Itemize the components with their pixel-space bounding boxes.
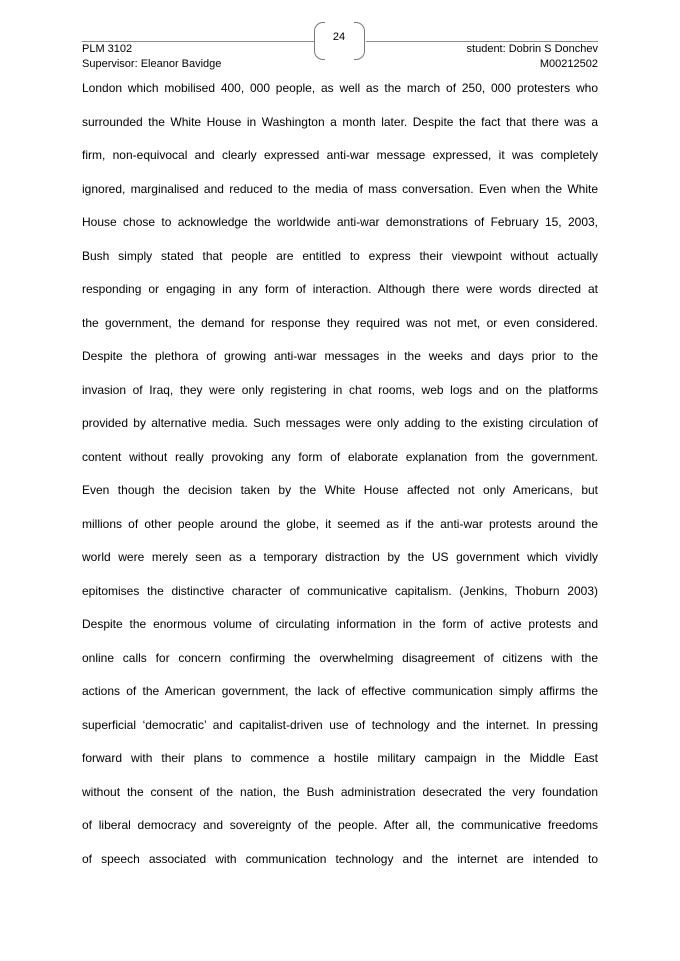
student-id: M00212502 bbox=[539, 58, 598, 70]
body-line: of liberal democracy and sovereignty of the people. After all, the communicative freedoms bbox=[82, 818, 598, 832]
page-number: 24 bbox=[332, 31, 346, 43]
body-line: Despite the enormous volume of circulating information in the form of active protests and bbox=[82, 617, 598, 631]
body-line: forward with their plans to commence a hostile military campaign in the Middle East bbox=[82, 751, 598, 765]
body-line: House chose to acknowledge the worldwide anti-war demonstrations of February 15, 2003, bbox=[82, 215, 598, 229]
body-line: Bush simply stated that people are entitled to express their viewpoint without actually bbox=[82, 248, 598, 263]
body-line: firm, non-equivocal and clearly expressed anti-war message expressed, it was completely bbox=[82, 148, 598, 162]
body-line: Despite the plethora of growing anti-war messages in the weeks and days prior to the bbox=[82, 349, 598, 363]
body-line: responding or engaging in any form of interaction. Although there were words directed at bbox=[82, 282, 598, 296]
body-line: epitomises the distinctive character of communicative capitalism. (Jenkins, Thoburn 2003) bbox=[82, 583, 598, 598]
body-line: ignored, marginalised and reduced to the media of mass conversation. Even when the White bbox=[82, 181, 598, 196]
body-line: Even though the decision taken by the White House affected not only Americans, but bbox=[82, 483, 598, 497]
body-line: London which mobilised 400, 000 people, as well as the march of 250, 000 protesters who bbox=[82, 81, 598, 95]
body-line: invasion of Iraq, they were only registering in chat rooms, web logs and on the platforms bbox=[82, 382, 598, 397]
body-line: world were merely seen as a temporary distraction by the US government which vividly bbox=[82, 550, 598, 564]
body-line: the government, the demand for response they required was not met, or even considered. bbox=[82, 315, 598, 330]
body-line: online calls for concern confirming the overwhelming disagreement of citizens with the bbox=[82, 650, 598, 665]
body-line: actions of the American government, the lack of effective communication simply affirms the bbox=[82, 684, 598, 698]
page-number-brace-right bbox=[354, 22, 365, 60]
student-name: student: Dobrin S Donchev bbox=[466, 43, 598, 55]
supervisor: Supervisor: Eleanor Bavidge bbox=[82, 58, 222, 70]
body-line: provided by alternative media. Such messages were only adding to the existing circulation of bbox=[82, 416, 598, 430]
body-line: of speech associated with communication technology and the internet are intended to bbox=[82, 851, 598, 866]
body-line: millions of other people around the globe, it seemed as if the anti-war protests around the bbox=[82, 516, 598, 531]
course-code: PLM 3102 bbox=[82, 43, 133, 55]
body-text bbox=[82, 72, 598, 876]
body-line: without the consent of the nation, the Bush administration desecrated the very foundation bbox=[82, 784, 598, 799]
body-line: superficial ‘democratic’ and capitalist-driven use of technology and the internet. In pressing bbox=[82, 717, 598, 732]
body-line: surrounded the White House in Washington a month later. Despite the fact that there was a bbox=[82, 114, 598, 129]
body-line: content without really provoking any form of elaborate explanation from the government. bbox=[82, 449, 598, 464]
